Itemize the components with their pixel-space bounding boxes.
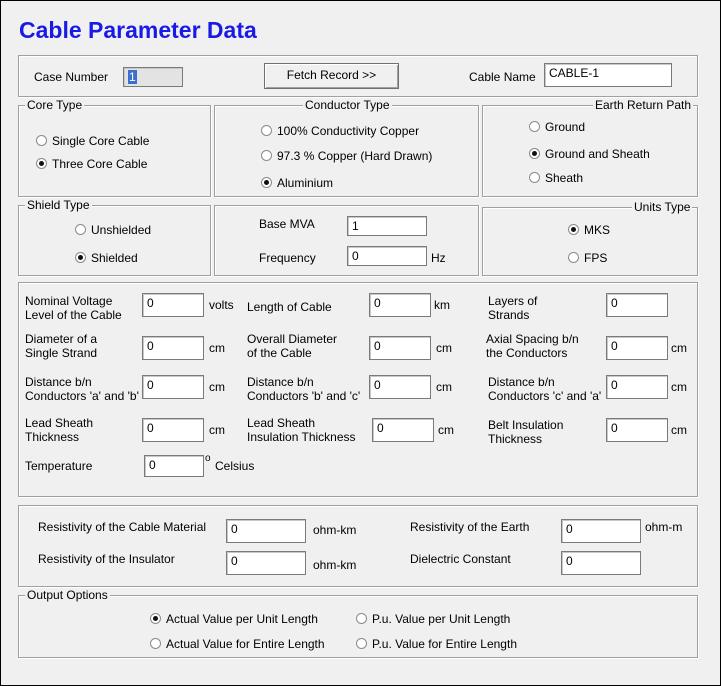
copper-97-radio[interactable]: 97.3 % Copper (Hard Drawn) (261, 149, 432, 163)
pu-entire-radio[interactable]: P.u. Value for Entire Length (356, 637, 517, 651)
radio-indicator (75, 252, 86, 263)
belt-insulation-unit: cm (671, 423, 687, 437)
distance-ca-unit: cm (671, 380, 687, 394)
distance-bc-unit: cm (436, 380, 452, 394)
lead-sheath-field[interactable]: 0 (142, 418, 204, 442)
output-options-legend: Output Options (27, 588, 108, 602)
three-core-radio[interactable]: Three Core Cable (36, 157, 147, 171)
distance-ca-label: Distance b/n Conductors 'c' and 'a' (488, 375, 602, 403)
distance-bc-label: Distance b/n Conductors 'b' and 'c' (247, 375, 361, 403)
cable-length-field[interactable]: 0 (369, 293, 431, 317)
earth-resistivity-field[interactable]: 0 (561, 519, 641, 543)
material-resistivity-label: Resistivity of the Cable Material (38, 520, 207, 534)
distance-ab-label: Distance b/n Conductors 'a' and 'b' (25, 375, 139, 403)
unshielded-radio[interactable]: Unshielded (75, 223, 151, 237)
cable-name-field[interactable]: CABLE-1 (544, 63, 672, 87)
shielded-radio[interactable]: Shielded (75, 251, 138, 265)
nominal-voltage-unit: volts (209, 298, 234, 312)
nominal-voltage-label: Nominal Voltage Level of the Cable (25, 294, 122, 322)
radio-indicator (529, 148, 540, 159)
frequency-field[interactable]: 0 (347, 246, 427, 266)
axial-spacing-label: Axial Spacing b/n the Conductors (486, 332, 579, 360)
radio-indicator (36, 135, 47, 146)
lead-insulation-field[interactable]: 0 (372, 418, 434, 442)
dielectric-constant-label: Dielectric Constant (410, 552, 511, 566)
nominal-voltage-field[interactable]: 0 (142, 293, 204, 317)
insulator-resistivity-field[interactable]: 0 (226, 551, 306, 575)
units-type-group (482, 200, 698, 276)
radio-indicator (568, 252, 579, 263)
radio-indicator (261, 150, 272, 161)
earth-resistivity-label: Resistivity of the Earth (410, 520, 530, 534)
units-type-legend: Units Type (634, 200, 691, 214)
actual-entire-radio[interactable]: Actual Value for Entire Length (150, 637, 325, 651)
dielectric-constant-field[interactable]: 0 (561, 551, 641, 575)
frequency-label: Frequency (259, 251, 316, 265)
insulator-resistivity-unit: ohm-km (313, 558, 357, 572)
overall-diameter-field[interactable]: 0 (369, 336, 431, 360)
axial-spacing-unit: cm (671, 341, 687, 355)
radio-indicator (356, 638, 367, 649)
lead-insulation-unit: cm (438, 423, 454, 437)
pu-per-unit-radio[interactable]: P.u. Value per Unit Length (356, 612, 510, 626)
fetch-record-button[interactable]: Fetch Record >> (264, 63, 399, 89)
temperature-degree: o (205, 453, 211, 464)
distance-ab-field[interactable]: 0 (142, 375, 204, 399)
strand-diameter-unit: cm (209, 341, 225, 355)
radio-indicator (150, 613, 161, 624)
aluminium-radio[interactable]: Aluminium (261, 176, 333, 190)
distance-bc-field[interactable]: 0 (369, 375, 431, 399)
distance-ab-unit: cm (209, 380, 225, 394)
radio-indicator (261, 125, 272, 136)
temperature-unit: Celsius (215, 459, 255, 473)
layers-strands-field[interactable]: 0 (606, 293, 668, 317)
frequency-unit: Hz (431, 251, 446, 265)
base-mva-label: Base MVA (259, 217, 315, 231)
strand-diameter-label: Diameter of a Single Strand (25, 332, 98, 360)
temperature-label: Temperature (25, 459, 93, 473)
case-number-label: Case Number (34, 70, 109, 84)
shield-type-legend: Shield Type (27, 198, 90, 212)
core-type-group (18, 98, 211, 197)
lead-sheath-label: Lead Sheath Thickness (25, 416, 94, 444)
ground-radio[interactable]: Ground (529, 120, 585, 134)
actual-per-unit-radio[interactable]: Actual Value per Unit Length (150, 612, 318, 626)
mks-radio[interactable]: MKS (568, 223, 610, 237)
overall-diameter-label: Overall Diameter of the Cable (247, 332, 338, 360)
material-resistivity-unit: ohm-km (313, 523, 357, 537)
radio-indicator (356, 613, 367, 624)
lead-insulation-label: Lead Sheath Insulation Thickness (247, 416, 356, 444)
base-mva-field[interactable]: 1 (347, 216, 427, 236)
radio-indicator (261, 177, 272, 188)
distance-ca-field[interactable]: 0 (606, 375, 668, 399)
page-title: Cable Parameter Data (19, 17, 257, 43)
radio-indicator (529, 121, 540, 132)
overall-diameter-unit: cm (436, 341, 452, 355)
sheath-radio[interactable]: Sheath (529, 171, 583, 185)
earth-return-legend: Earth Return Path (595, 98, 692, 112)
temperature-field[interactable]: 0 (144, 455, 204, 477)
lead-sheath-unit: cm (209, 423, 225, 437)
axial-spacing-field[interactable]: 0 (606, 336, 668, 360)
earth-resistivity-unit: ohm-m (645, 520, 683, 534)
insulator-resistivity-label: Resistivity of the Insulator (38, 552, 175, 566)
radio-indicator (36, 158, 47, 169)
case-number-field[interactable]: 1 (123, 67, 183, 87)
radio-indicator (75, 224, 86, 235)
radio-indicator (529, 172, 540, 183)
cable-name-label: Cable Name (469, 70, 536, 84)
strand-diameter-field[interactable]: 0 (142, 336, 204, 360)
material-resistivity-field[interactable]: 0 (226, 519, 306, 543)
single-core-radio[interactable]: Single Core Cable (36, 134, 149, 148)
copper-100-radio[interactable]: 100% Conductivity Copper (261, 124, 419, 138)
belt-insulation-label: Belt Insulation Thickness (488, 418, 564, 446)
cable-length-unit: km (434, 298, 450, 312)
belt-insulation-field[interactable]: 0 (606, 418, 668, 442)
layers-strands-label: Layers of Strands (488, 294, 538, 322)
shield-type-group (18, 198, 211, 276)
ground-sheath-radio[interactable]: Ground and Sheath (529, 147, 650, 161)
cable-length-label: Length of Cable (247, 300, 332, 314)
conductor-type-legend: Conductor Type (305, 98, 390, 112)
core-type-legend: Core Type (27, 98, 83, 112)
radio-indicator (568, 224, 579, 235)
fps-radio[interactable]: FPS (568, 251, 607, 265)
radio-indicator (150, 638, 161, 649)
